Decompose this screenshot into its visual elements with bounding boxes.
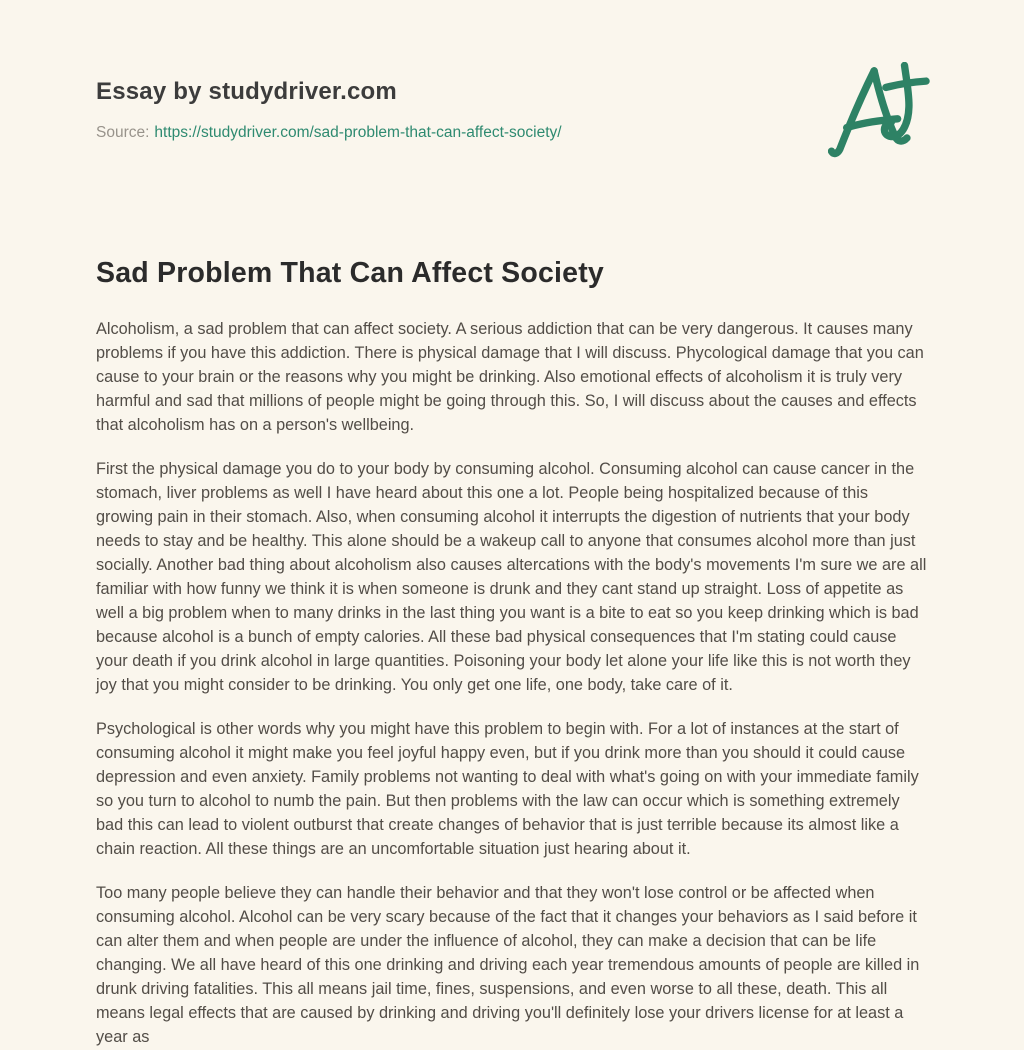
essay-paragraph-4: Too many people believe they can handle their behavior and that they won't lose control or be affected when consuming alcohol. Alcohol can be very scary because of the fact that it changes your behaviors as I said before it can alter them and when people are under the influence of alcohol, they can make a decision that can be life changing. We all have heard of this one drinking and driving each year tremendous amounts of people are killed in drunk driving fatalities. This all means jail time, fines, suspensions, and even worse to all these, death. This all means legal effects that are caused by drinking and driving you'll definitely lose your drivers license for at least a year as [96,884,920,1046]
source-row [96,123,928,143]
source-link[interactable]: https://studydriver.com/sad-problem-that-can-affect-society/ [154,124,562,141]
page-title: Essay by studydriver.com [96,78,397,105]
essay-paragraph-2: First the physical damage you do to your body by consuming alcohol. Consuming alcohol can cause cancer in the stomach, liver problems as well I have heard about this one a lot. People being hospitalized because of this growing pain in their stomach. Also, when consuming alcohol it interrupts the digestion of nutrients that your body needs to stay and be healthy. This alone should be a wakeup call to anyone that consumes alcohol more than just socially. Another bad thing about alcoholism also causes altercations with the body's movements I'm sure we are all familiar with how funny we think it is when someone is drunk and they cant stand up straight. Loss of appetite as well a big problem when to many drinks in the last thing you want is a bite to eat so you keep drinking which is bad because alcohol is a bunch of empty calories. All these bad physical consequences that I'm stating could cause your death if you drink alcohol in large quantities. Poisoning your body let alone your life like this is not worth they joy that you might consider to be drinking. You only get one life, one body, take care of it. [96,460,927,694]
essay-paragraph-3: Psychological is other words why you might have this problem to begin with. For a lot of instances at the start of consuming alcohol it might make you feel joyful happy even, but if you drink more than you should it could cause depression and even anxiety. Family problems not wanting to deal with what's going on with your immediate family so you turn to alcohol to numb the pain. But then problems with the law can occur which is something extremely bad this can lead to violent outburst that create changes of behavior that is just terrible because its almost like a chain reaction. All these things are an uncomfortable situation just hearing about it. [96,720,919,858]
page-header [96,78,928,143]
source-label: Source: [96,124,150,141]
essay-body [96,257,928,1049]
a-plus-logo-icon [828,62,932,160]
essay-title: Sad Problem That Can Affect Society [96,257,604,289]
essay-paragraph-1: Alcoholism, a sad problem that can affect society. A serious addiction that can be very dangerous. It causes many problems if you have this addiction. There is physical damage that I will discuss. Phycological damage that you can cause to your brain or the reasons why you might be drinking. Also emotional effects of alcoholism it is truly very harmful and sad that millions of people might be going through this. So, I will discuss about the causes and effects that alcoholism has on a person's wellbeing. [96,320,924,434]
